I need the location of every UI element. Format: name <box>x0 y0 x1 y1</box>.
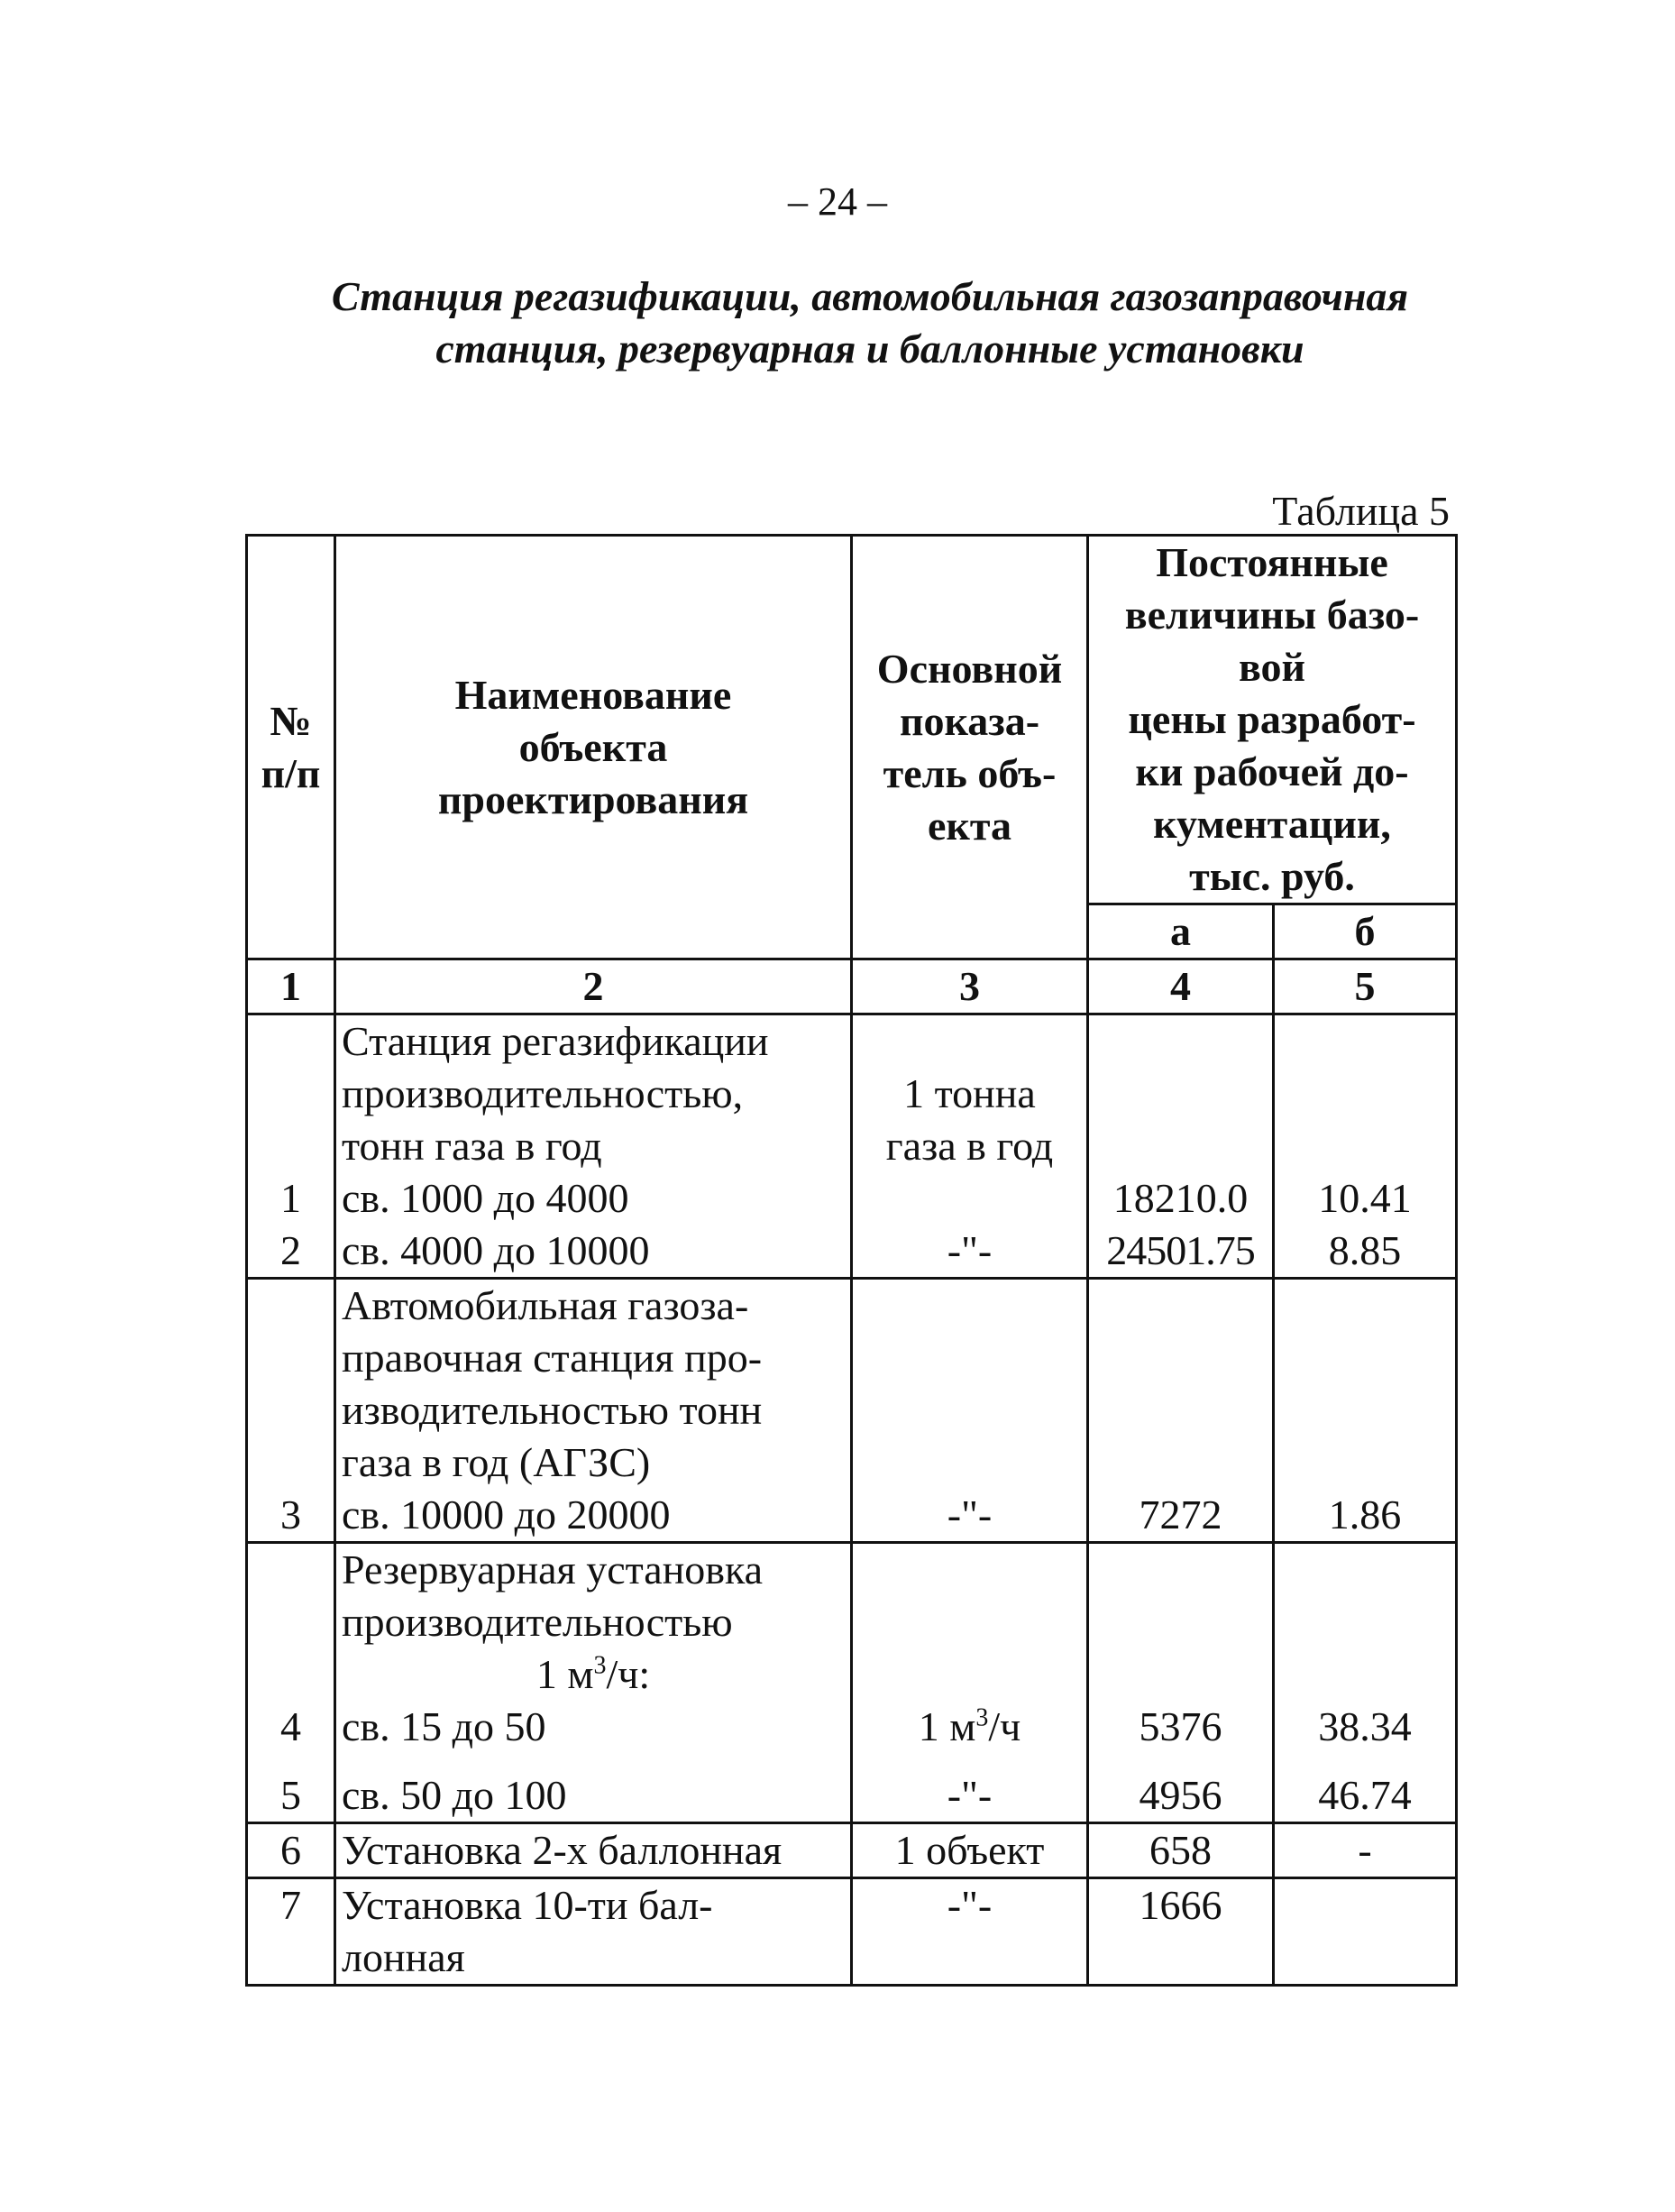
row-number-cell: 4 5 <box>247 1543 335 1823</box>
value-a-cell: 658 <box>1088 1823 1274 1878</box>
column-number: 3 <box>852 959 1088 1014</box>
column-number: 5 <box>1274 959 1457 1014</box>
title-line-1: Станция регазификации, автомобильная газозаправочная <box>331 273 1409 319</box>
cost-table <box>245 534 1458 1987</box>
column-number: 2 <box>335 959 852 1014</box>
value-a-cell: 5376 4956 <box>1088 1543 1274 1823</box>
title-line-2: станция, резервуарная и баллонные установки <box>435 326 1304 372</box>
header-main-indicator: Основной показа- тель объ- екта <box>852 536 1088 959</box>
unit-line: 1 $м^3/ч$: <box>535 1651 651 1697</box>
indicator-cell: -"- <box>852 1279 1088 1543</box>
table-row <box>247 1823 1457 1878</box>
header-object-name: Наименование объекта проектирования <box>335 536 852 959</box>
object-name-cell: Станция регазификации производительностью, тонн газа в год св. 1000 до 4000 св. 4000 до 10000 <box>335 1014 852 1279</box>
header-base-price: Постоянные величины базо- вой цены разработ- ки рабочей до- кументации, тыс. руб. <box>1088 536 1457 904</box>
document-title <box>180 271 1560 375</box>
value-b-cell: 38.34 46.74 <box>1274 1543 1457 1823</box>
page-number: – 24 – <box>788 179 887 224</box>
header-row <box>247 536 1457 904</box>
value-a-cell: 1666 <box>1088 1878 1274 1986</box>
value-b-cell: - <box>1274 1823 1457 1878</box>
table-row-group-agzs <box>247 1279 1457 1543</box>
table-row-group-regas <box>247 1014 1457 1279</box>
row-number-cell: 3 <box>247 1279 335 1543</box>
indicator-cell: -"- <box>852 1878 1088 1986</box>
column-number: 1 <box>247 959 335 1014</box>
indicator-cell: 1 объект <box>852 1823 1088 1878</box>
row-number-cell: 7 <box>247 1878 335 1986</box>
object-name-cell: Установка 2-х баллонная <box>335 1823 852 1878</box>
value-b-cell: 1.86 <box>1274 1279 1457 1543</box>
header-sub-a: а <box>1088 904 1274 959</box>
value-a-cell: 18210.0 24501.75 <box>1088 1014 1274 1279</box>
column-number: 4 <box>1088 959 1274 1014</box>
column-number-row <box>247 959 1457 1014</box>
value-b-cell: 10.41 8.85 <box>1274 1014 1457 1279</box>
header-number: № п/п <box>247 536 335 959</box>
object-name-cell: Резервуарная установка производительностью 1 $м^3/ч$: св. 15 до 50 св. 50 до 100 <box>335 1543 852 1823</box>
row-number-cell: 1 2 <box>247 1014 335 1279</box>
table-row <box>247 1878 1457 1986</box>
indicator-cell: 1 $м^3/ч$ -"- <box>852 1543 1088 1823</box>
row-number-cell: 6 <box>247 1823 335 1878</box>
indicator-cell: 1 тонна газа в год -"- <box>852 1014 1088 1279</box>
object-name-cell: Установка 10-ти бал- лонная <box>335 1878 852 1986</box>
table-row-group-reservoir <box>247 1543 1457 1823</box>
value-a-cell: 7272 <box>1088 1279 1274 1543</box>
value-b-cell <box>1274 1878 1457 1986</box>
header-sub-b: б <box>1274 904 1457 959</box>
table-caption: Таблица 5 <box>1272 488 1450 534</box>
object-name-cell: Автомобильная газоза- правочная станция про- изводительностью тонн газа в год (АГЗС) св. 10000 до 20000 <box>335 1279 852 1543</box>
